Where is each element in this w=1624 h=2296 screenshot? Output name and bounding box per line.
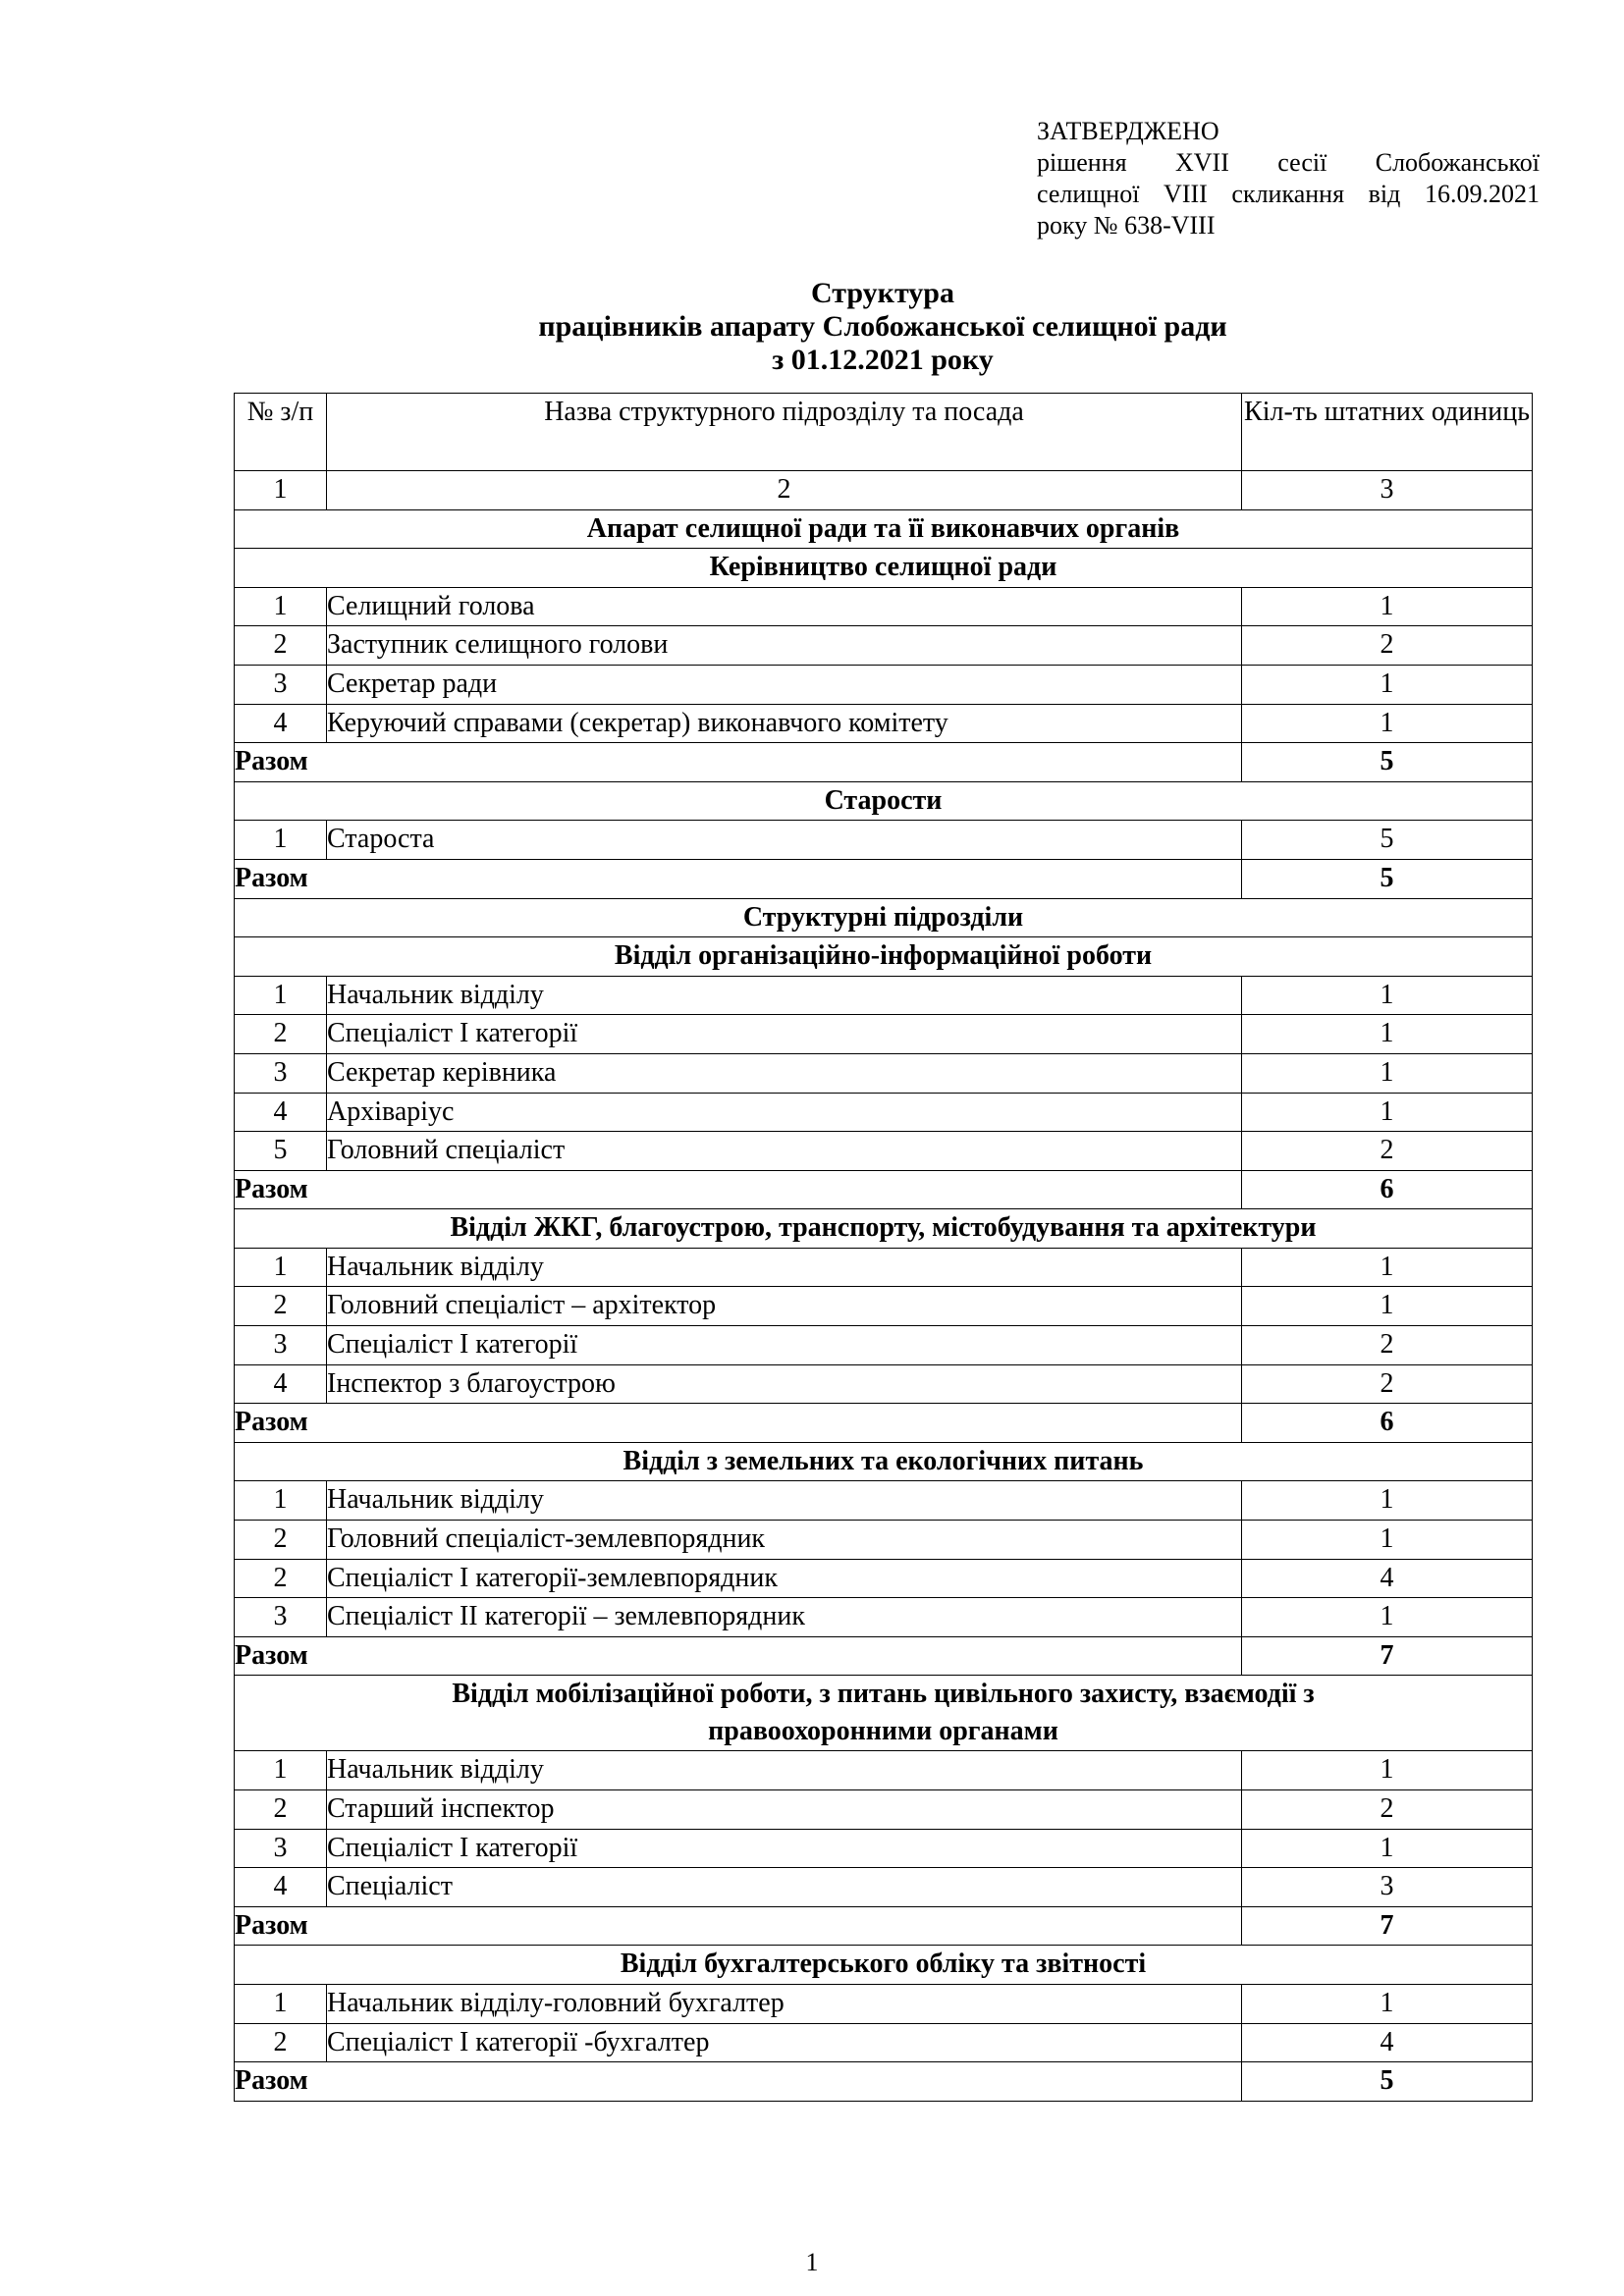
staff-count: 1 xyxy=(1242,587,1533,626)
title-line: працівників апарату Слобожанської селищної ради xyxy=(538,310,1227,343)
header-name: Назва структурного підрозділу та посада xyxy=(327,394,1242,471)
staff-structure-table xyxy=(234,393,1533,2102)
row-number: 3 xyxy=(235,1598,327,1637)
section-heading: Керівництво селищної ради xyxy=(235,549,1533,588)
row-number: 4 xyxy=(235,1093,327,1132)
row-number: 2 xyxy=(235,1521,327,1560)
table-row xyxy=(235,1364,1533,1404)
section-heading: Відділ організаційно-інформаційної роботи xyxy=(235,937,1533,977)
row-number: 1 xyxy=(235,587,327,626)
row-number: 1 xyxy=(235,1481,327,1521)
position-name: Заступник селищного голови xyxy=(327,626,1242,666)
row-number: 1 xyxy=(235,1751,327,1790)
staff-count: 1 xyxy=(1242,1015,1533,1054)
total-value: 5 xyxy=(1242,2062,1533,2102)
table-row xyxy=(235,1287,1533,1326)
staff-count: 5 xyxy=(1242,821,1533,860)
total-label: Разом xyxy=(235,1404,1242,1443)
total-value: 7 xyxy=(1242,1906,1533,1946)
staff-count: 4 xyxy=(1242,2023,1533,2062)
row-number: 3 xyxy=(235,665,327,704)
staff-count: 2 xyxy=(1242,626,1533,666)
row-number: 2 xyxy=(235,1015,327,1054)
staff-count: 3 xyxy=(1242,1868,1533,1907)
section-heading: Відділ ЖКГ, благоустрою, транспорту, містобудування та архітектури xyxy=(235,1209,1533,1249)
row-number: 2 xyxy=(235,626,327,666)
total-row xyxy=(235,1404,1533,1443)
approval-stamp xyxy=(1037,116,1540,241)
position-name: Начальник відділу-головний бухгалтер xyxy=(327,1984,1242,2023)
row-number: 5 xyxy=(235,1132,327,1171)
row-number: 3 xyxy=(235,1326,327,1365)
table-row xyxy=(235,1559,1533,1598)
row-number: 1 xyxy=(235,1984,327,2023)
total-row xyxy=(235,743,1533,782)
staff-count: 1 xyxy=(1242,1984,1533,2023)
table-row xyxy=(235,704,1533,743)
row-number: 4 xyxy=(235,704,327,743)
column-number: 3 xyxy=(1242,471,1533,510)
total-label: Разом xyxy=(235,743,1242,782)
row-number: 2 xyxy=(235,1287,327,1326)
row-number: 1 xyxy=(235,976,327,1015)
section-heading-line: правоохоронними органами xyxy=(708,1716,1058,1747)
table-row xyxy=(235,1248,1533,1287)
table-row xyxy=(235,1481,1533,1521)
position-name: Керуючий справами (секретар) виконавчого комітету xyxy=(327,704,1242,743)
total-value: 6 xyxy=(1242,1170,1533,1209)
approval-line: року № 638-VIII xyxy=(1037,211,1216,240)
table-body xyxy=(235,394,1533,2102)
staff-count: 1 xyxy=(1242,704,1533,743)
position-name: Головний спеціаліст – архітектор xyxy=(327,1287,1242,1326)
total-label: Разом xyxy=(235,2062,1242,2102)
staff-count: 1 xyxy=(1242,1598,1533,1637)
staff-count: 2 xyxy=(1242,1364,1533,1404)
position-name: Спеціаліст І категорії xyxy=(327,1829,1242,1868)
position-name: Секретар керівника xyxy=(327,1053,1242,1093)
total-row xyxy=(235,1906,1533,1946)
section-heading-row xyxy=(235,781,1533,821)
table-row xyxy=(235,1053,1533,1093)
total-row xyxy=(235,1636,1533,1676)
staff-count: 1 xyxy=(1242,1521,1533,1560)
section-heading-row xyxy=(235,509,1533,549)
position-name: Спеціаліст ІІ категорії – землевпорядник xyxy=(327,1598,1242,1637)
staff-count: 1 xyxy=(1242,1481,1533,1521)
position-name: Спеціаліст І категорії xyxy=(327,1015,1242,1054)
section-heading-row xyxy=(235,937,1533,977)
section-heading-line: Відділ мобілізаційної роботи, з питань цивільного захисту, взаємодії з xyxy=(452,1679,1315,1710)
position-name: Старший інспектор xyxy=(327,1790,1242,1830)
position-name: Спеціаліст xyxy=(327,1868,1242,1907)
document-title xyxy=(234,277,1532,377)
section-heading-row xyxy=(235,549,1533,588)
total-label: Разом xyxy=(235,1906,1242,1946)
position-name: Головний спеціаліст xyxy=(327,1132,1242,1171)
column-number: 2 xyxy=(327,471,1242,510)
row-number: 4 xyxy=(235,1364,327,1404)
position-name: Начальник відділу xyxy=(327,1751,1242,1790)
position-name: Секретар ради xyxy=(327,665,1242,704)
row-number: 1 xyxy=(235,1248,327,1287)
position-name: Начальник відділу xyxy=(327,976,1242,1015)
table-row xyxy=(235,665,1533,704)
header-count: Кіл-ть штатних одиниць xyxy=(1242,394,1533,471)
table-row xyxy=(235,821,1533,860)
position-name: Спеціаліст І категорії-землевпорядник xyxy=(327,1559,1242,1598)
row-number: 3 xyxy=(235,1053,327,1093)
table-row xyxy=(235,1015,1533,1054)
table-row xyxy=(235,1829,1533,1868)
staff-count: 2 xyxy=(1242,1326,1533,1365)
position-name: Головний спеціаліст-землевпорядник xyxy=(327,1521,1242,1560)
table-row xyxy=(235,626,1533,666)
section-heading xyxy=(235,1676,1533,1751)
position-name: Селищний голова xyxy=(327,587,1242,626)
staff-count: 1 xyxy=(1242,976,1533,1015)
table-row xyxy=(235,587,1533,626)
staff-count: 1 xyxy=(1242,1751,1533,1790)
row-number: 2 xyxy=(235,1559,327,1598)
total-row xyxy=(235,859,1533,898)
section-heading-row xyxy=(235,1442,1533,1481)
total-value: 6 xyxy=(1242,1404,1533,1443)
section-heading: Відділ з земельних та екологічних питань xyxy=(235,1442,1533,1481)
position-name: Спеціаліст І категорії -бухгалтер xyxy=(327,2023,1242,2062)
table-row xyxy=(235,1984,1533,2023)
total-row xyxy=(235,2062,1533,2102)
table-row xyxy=(235,1868,1533,1907)
position-name: Староста xyxy=(327,821,1242,860)
table-header-row xyxy=(235,394,1533,471)
position-name: Інспектор з благоустрою xyxy=(327,1364,1242,1404)
approval-line: селищної VIII скликання від 16.09.2021 xyxy=(1037,180,1540,208)
staff-count: 1 xyxy=(1242,1053,1533,1093)
column-number-row xyxy=(235,471,1533,510)
staff-count: 4 xyxy=(1242,1559,1533,1598)
title-line: з 01.12.2021 року xyxy=(772,344,994,376)
table-row xyxy=(235,1598,1533,1637)
staff-count: 1 xyxy=(1242,1248,1533,1287)
header-number: № з/п xyxy=(235,394,327,471)
row-number: 2 xyxy=(235,1790,327,1830)
approval-line: рішення XVII сесії Слобожанської xyxy=(1037,148,1540,177)
section-heading-row xyxy=(235,1676,1533,1751)
row-number: 3 xyxy=(235,1829,327,1868)
section-heading: Відділ бухгалтерського обліку та звітності xyxy=(235,1946,1533,1985)
section-heading-row xyxy=(235,898,1533,937)
table-row xyxy=(235,1790,1533,1830)
table-row xyxy=(235,1093,1533,1132)
section-heading-row xyxy=(235,1209,1533,1249)
position-name: Спеціаліст І категорії xyxy=(327,1326,1242,1365)
table-row xyxy=(235,1132,1533,1171)
section-heading: Структурні підрозділи xyxy=(235,898,1533,937)
row-number: 2 xyxy=(235,2023,327,2062)
staff-count: 2 xyxy=(1242,1132,1533,1171)
table-row xyxy=(235,1326,1533,1365)
table-row xyxy=(235,1521,1533,1560)
total-row xyxy=(235,1170,1533,1209)
total-value: 7 xyxy=(1242,1636,1533,1676)
section-heading: Апарат селищної ради та її виконавчих органів xyxy=(235,509,1533,549)
column-number: 1 xyxy=(235,471,327,510)
row-number: 4 xyxy=(235,1868,327,1907)
row-number: 1 xyxy=(235,821,327,860)
total-label: Разом xyxy=(235,1636,1242,1676)
total-label: Разом xyxy=(235,859,1242,898)
approval-heading: ЗАТВЕРДЖЕНО xyxy=(1037,117,1219,145)
staff-count: 1 xyxy=(1242,1093,1533,1132)
table-row xyxy=(235,1751,1533,1790)
position-name: Начальник відділу xyxy=(327,1481,1242,1521)
section-heading-row xyxy=(235,1946,1533,1985)
staff-count: 1 xyxy=(1242,1829,1533,1868)
section-heading: Старости xyxy=(235,781,1533,821)
staff-count: 1 xyxy=(1242,665,1533,704)
table-row xyxy=(235,2023,1533,2062)
title-line: Структура xyxy=(811,277,954,309)
table-row xyxy=(235,976,1533,1015)
total-value: 5 xyxy=(1242,743,1533,782)
total-label: Разом xyxy=(235,1170,1242,1209)
position-name: Начальник відділу xyxy=(327,1248,1242,1287)
page-number: 1 xyxy=(805,2248,819,2276)
position-name: Архіваріус xyxy=(327,1093,1242,1132)
staff-count: 2 xyxy=(1242,1790,1533,1830)
total-value: 5 xyxy=(1242,859,1533,898)
staff-count: 1 xyxy=(1242,1287,1533,1326)
